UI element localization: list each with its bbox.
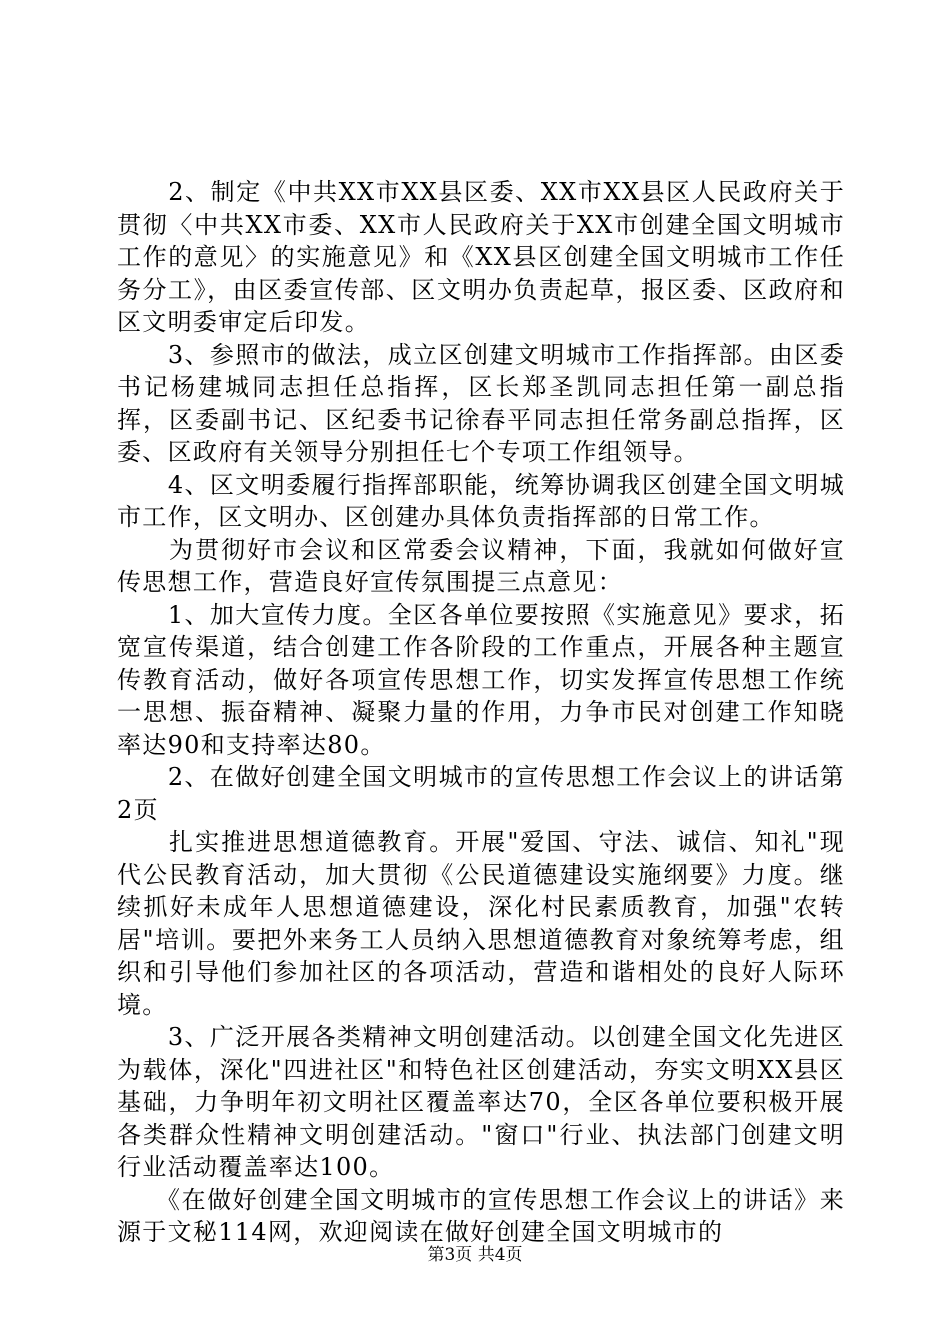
- paragraph-point-2-title: 2、在做好创建全国文明城市的宣传思想工作会议上的讲话第2页: [117, 763, 845, 824]
- paragraph-item-2: 2、制定《中共XX市XX县区委、XX市XX县区人民政府关于贯彻〈中共XX市委、XX市人民政府关于XX市创建全国文明城市工作的意见〉的实施意见》和《XX县区创建全国文明城市工作任务分工》，由区委宣传部、区文明办负责起草，报区委、区政府和区文明委审定后印发。: [117, 178, 845, 336]
- page-footer: 第3页 共4页: [427, 1245, 523, 1265]
- document-body: [117, 176, 845, 1249]
- paragraph-item-4: 4、区文明委履行指挥部职能，统筹协调我区创建全国文明城市工作，区文明办、区创建办具体负责指挥部的日常工作。: [117, 470, 845, 531]
- paragraph-item-3: 3、参照市的做法，成立区创建文明城市工作指挥部。由区委书记杨建城同志担任总指挥，区长郑圣凯同志担任第一副总指挥，区委副书记、区纪委书记徐春平同志担任常务副总指挥，区委、区政府有关领导分别担任七个专项工作组领导。: [117, 340, 845, 466]
- paragraph-source: 《在做好创建全国文明城市的宣传思想工作会议上的讲话》来源于文秘114网，欢迎阅读在做好创建全国文明城市的: [117, 1185, 845, 1246]
- paragraph-point-2-body: 扎实推进思想道德教育。开展"爱国、守法、诚信、知礼"现代公民教育活动，加大贯彻《公民道德建设实施纲要》力度。继续抓好未成年人思想道德建设，深化村民素质教育，加强"农转居"培训。要把外来务工人员纳入思想道德教育对象统筹考虑，组织和引导他们参加社区的各项活动，营造和谐相处的良好人际环境。: [117, 828, 845, 1019]
- paragraph-point-1: 1、加大宣传力度。全区各单位要按照《实施意见》要求，拓宽宣传渠道，结合创建工作各阶段的工作重点，开展各种主题宣传教育活动，做好各项宣传思想工作，切实发挥宣传思想工作统一思想、振奋精神、凝聚力量的作用，力争市民对创建工作知晓率达90和支持率达80。: [117, 600, 845, 759]
- paragraph-intro: 为贯彻好市会议和区常委会议精神，下面，我就如何做好宣传思想工作，营造良好宣传氛围提三点意见：: [117, 535, 845, 596]
- paragraph-point-3: 3、广泛开展各类精神文明创建活动。以创建全国文化先进区为载体，深化"四进社区"和特色社区创建活动，夯实文明XX县区基础，力争明年初文明社区覆盖率达70，全区各单位要积极开展各类群众性精神文明创建活动。"窗口"行业、执法部门创建文明行业活动覆盖率达100。: [117, 1023, 845, 1181]
